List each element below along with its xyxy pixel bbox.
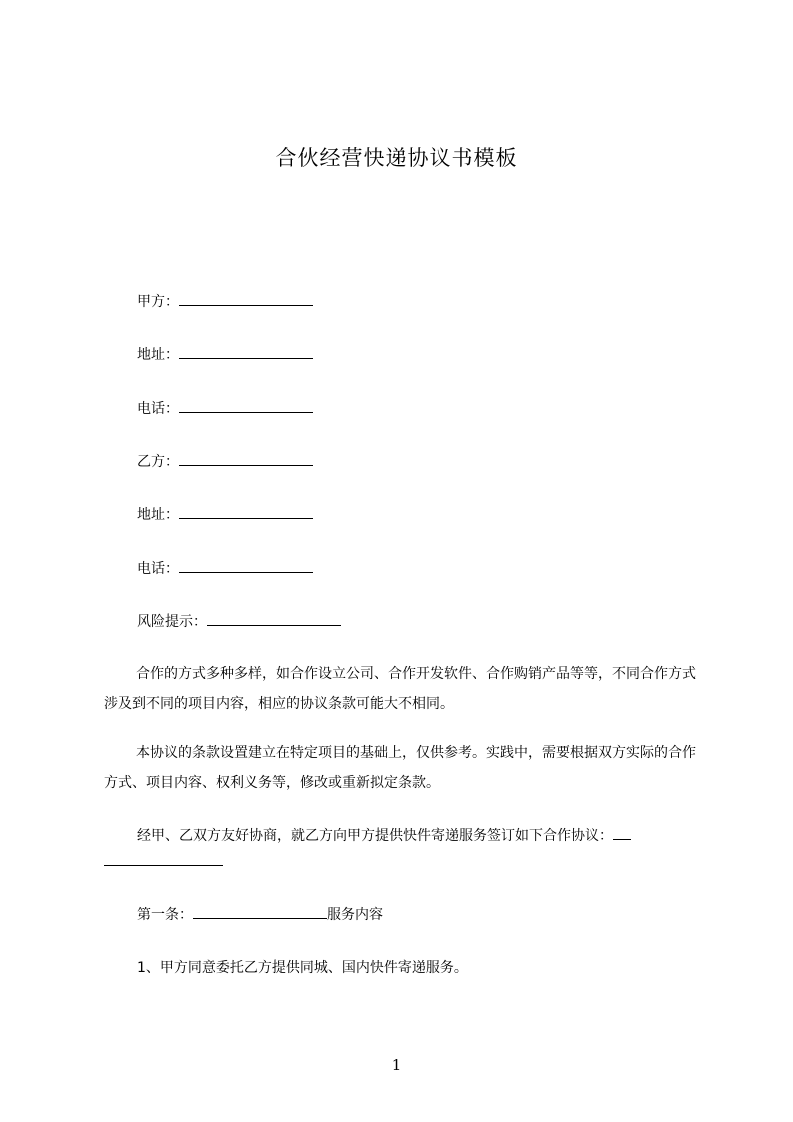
fill-blank: [179, 398, 313, 413]
fill-blank: [104, 853, 223, 866]
agreement-intro: [137, 825, 631, 846]
agreement-intro-text: 经甲、乙双方友好协商，就乙方向甲方提供快件寄递服务签订如下合作协议：: [137, 828, 613, 844]
fill-blank: [193, 904, 327, 919]
fill-blank: [179, 451, 313, 466]
document-title: 合伙经营快递协议书模板: [275, 146, 518, 170]
fill-blank: [179, 504, 313, 519]
fill-blank: [207, 611, 341, 626]
field-label: 地址：: [137, 507, 179, 523]
field-label: 甲方：: [137, 294, 179, 310]
risk-notice-field: [137, 611, 341, 632]
article-prefix: 第一条：: [137, 907, 193, 923]
page-number: 1: [391, 1056, 402, 1074]
article-1-heading: [137, 904, 383, 925]
fill-blank: [179, 291, 313, 306]
party-b-phone-field: [137, 558, 313, 579]
party-b-address-field: [137, 504, 313, 525]
field-label: 电话：: [137, 561, 179, 577]
party-a-address-field: [137, 344, 313, 365]
party-a-phone-field: [137, 398, 313, 419]
item-1: 1、甲方同意委托乙方提供同城、国内快件寄递服务。: [137, 960, 468, 976]
field-label: 电话：: [137, 401, 179, 417]
fill-blank: [613, 825, 631, 840]
party-a-field: [137, 291, 313, 312]
reference-notice-paragraph: 本协议的条款设置建立在特定项目的基础上，仅供参考。实践中，需要根据双方实际的合作方式、项目内容、权利义务等，修改或重新拟定条款。: [104, 745, 696, 791]
field-label: 地址：: [137, 347, 179, 363]
fill-blank: [179, 558, 313, 573]
party-b-field: [137, 451, 313, 472]
fill-blank: [179, 344, 313, 359]
field-label: 风险提示：: [137, 614, 207, 630]
article-suffix: 服务内容: [327, 907, 383, 923]
cooperation-methods-paragraph: 合作的方式多种多样，如合作设立公司、合作开发软件、合作购销产品等等，不同合作方式涉及到不同的项目内容，相应的协议条款可能大不相同。: [104, 666, 696, 712]
field-label: 乙方：: [137, 454, 179, 470]
